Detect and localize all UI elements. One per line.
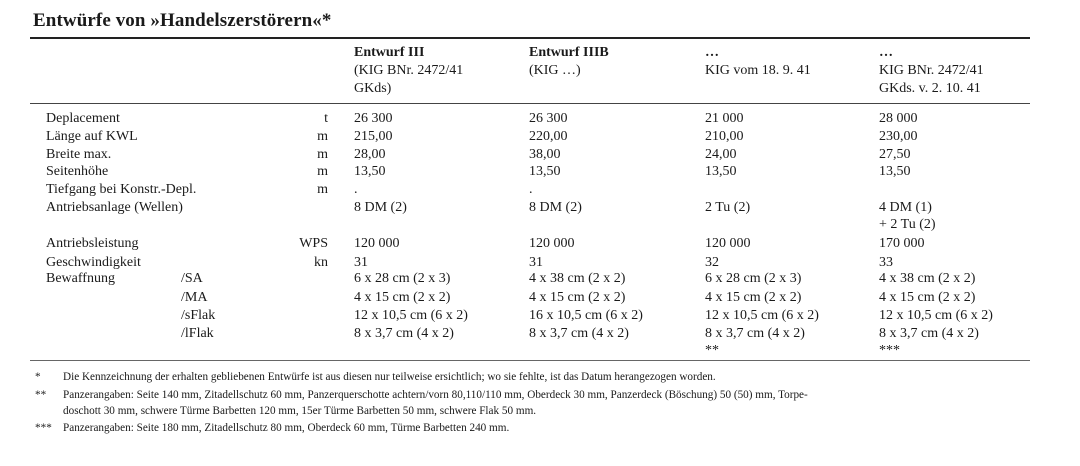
row-label: Seitenhöhe bbox=[46, 164, 109, 179]
column-header-title: Entwurf III bbox=[354, 45, 425, 60]
table-cell: 4 x 15 cm (2 x 2) bbox=[529, 290, 626, 305]
table-cell: 8 DM (2) bbox=[354, 200, 407, 215]
table-cell: 4 x 15 cm (2 x 2) bbox=[354, 290, 451, 305]
table-cell: 215,00 bbox=[354, 129, 393, 144]
table-cell: 32 bbox=[705, 255, 719, 270]
table-cell: + 2 Tu (2) bbox=[879, 217, 936, 232]
column-header-title: Entwurf IIIB bbox=[529, 45, 609, 60]
footnote-text: Panzerangaben: Seite 140 mm, Zitadellschutz 60 mm, Panzerquerschotte achtern/vorn 80,110/110 mm, Oberdeck 30 mm, Panzerdeck (Böschung) 50 (50) mm, Torpe- bbox=[63, 389, 808, 401]
row-label: Länge auf KWL bbox=[46, 129, 138, 144]
footnote-text: Die Kennzeichnung der erhalten gebliebenen Entwürfe ist aus diesen nur teilweise ersichtlich; wo sie fehlte, ist das Datum herangezogen worden. bbox=[63, 371, 716, 383]
table-cell: 120 000 bbox=[354, 236, 400, 251]
table-cell: ** bbox=[705, 343, 719, 358]
row-unit: t bbox=[324, 111, 328, 126]
row-sublabel: /MA bbox=[181, 290, 208, 305]
column-header-title: … bbox=[705, 45, 719, 60]
table-cell: 220,00 bbox=[529, 129, 568, 144]
footnote-mark: ** bbox=[35, 389, 47, 401]
column-header-2 bbox=[529, 44, 609, 80]
table-cell: 230,00 bbox=[879, 129, 918, 144]
table-cell: 8 x 3,7 cm (4 x 2) bbox=[354, 326, 454, 341]
table-cell: *** bbox=[879, 343, 900, 358]
row-sublabel: /lFlak bbox=[181, 326, 214, 341]
row-label: Deplacement bbox=[46, 111, 120, 126]
footnote-text: Panzerangaben: Seite 180 mm, Zitadellschutz 80 mm, Oberdeck 60 mm, Türme Barbetten 240 mm. bbox=[63, 422, 510, 434]
column-header-line: KIG BNr. 2472/41 bbox=[879, 63, 984, 78]
table-cell: 31 bbox=[354, 255, 368, 270]
column-header-3 bbox=[705, 44, 811, 80]
table-cell: 21 000 bbox=[705, 111, 744, 126]
footnote-mark: *** bbox=[35, 422, 52, 434]
table-cell: 8 x 3,7 cm (4 x 2) bbox=[529, 326, 629, 341]
table-cell: 4 DM (1) bbox=[879, 200, 932, 215]
table-cell: 27,50 bbox=[879, 147, 911, 162]
table-cell: 170 000 bbox=[879, 236, 925, 251]
column-header-line: (KIG BNr. 2472/41 bbox=[354, 63, 464, 78]
row-label: Tiefgang bei Konstr.-Depl. bbox=[46, 182, 197, 197]
table-cell: . bbox=[529, 182, 533, 197]
table-cell: 31 bbox=[529, 255, 543, 270]
table-cell: 6 x 28 cm (2 x 3) bbox=[705, 271, 802, 286]
footnote-mark: * bbox=[35, 371, 41, 383]
column-header-1 bbox=[354, 44, 463, 98]
footer-rule bbox=[30, 360, 1030, 361]
table-cell: 12 x 10,5 cm (6 x 2) bbox=[354, 308, 468, 323]
table-cell: 8 x 3,7 cm (4 x 2) bbox=[705, 326, 805, 341]
table-cell: 16 x 10,5 cm (6 x 2) bbox=[529, 308, 643, 323]
table-cell: 6 x 28 cm (2 x 3) bbox=[354, 271, 451, 286]
row-label: Antriebsanlage (Wellen) bbox=[46, 200, 183, 215]
table-cell: 13,50 bbox=[879, 164, 911, 179]
column-header-line: KIG vom 18. 9. 41 bbox=[705, 63, 811, 78]
table-cell: 26 300 bbox=[354, 111, 393, 126]
column-header-line: GKds) bbox=[354, 81, 392, 96]
table-cell: 13,50 bbox=[354, 164, 386, 179]
row-unit: m bbox=[317, 182, 328, 197]
column-header-title: … bbox=[879, 45, 893, 60]
row-label: Geschwindigkeit bbox=[46, 255, 141, 270]
row-unit: WPS bbox=[299, 236, 328, 251]
row-unit: m bbox=[317, 147, 328, 162]
table-cell: . bbox=[354, 182, 358, 197]
table-cell: 12 x 10,5 cm (6 x 2) bbox=[705, 308, 819, 323]
table-cell: 8 x 3,7 cm (4 x 2) bbox=[879, 326, 979, 341]
table-cell: 120 000 bbox=[529, 236, 575, 251]
row-unit: m bbox=[317, 164, 328, 179]
table-cell: 26 300 bbox=[529, 111, 568, 126]
table-cell: 28 000 bbox=[879, 111, 918, 126]
table-cell: 33 bbox=[879, 255, 893, 270]
table-cell: 13,50 bbox=[705, 164, 737, 179]
row-sublabel: /SA bbox=[181, 271, 203, 286]
column-header-line: GKds. v. 2. 10. 41 bbox=[879, 81, 981, 96]
table-cell: 4 x 15 cm (2 x 2) bbox=[705, 290, 802, 305]
row-label: Antriebsleistung bbox=[46, 236, 139, 251]
row-unit: kn bbox=[314, 255, 328, 270]
table-cell: 28,00 bbox=[354, 147, 386, 162]
table-cell: 4 x 38 cm (2 x 2) bbox=[529, 271, 626, 286]
table-cell: 24,00 bbox=[705, 147, 737, 162]
row-label: Breite max. bbox=[46, 147, 112, 162]
row-sublabel: /sFlak bbox=[181, 308, 216, 323]
column-header-line: (KIG …) bbox=[529, 63, 581, 78]
top-rule bbox=[30, 37, 1030, 39]
row-unit: m bbox=[317, 129, 328, 144]
row-label: Bewaffnung bbox=[46, 271, 115, 286]
table-cell: 2 Tu (2) bbox=[705, 200, 751, 215]
table-cell: 38,00 bbox=[529, 147, 561, 162]
table-cell: 4 x 15 cm (2 x 2) bbox=[879, 290, 976, 305]
table-cell: 12 x 10,5 cm (6 x 2) bbox=[879, 308, 993, 323]
table-cell: 210,00 bbox=[705, 129, 744, 144]
table-cell: 120 000 bbox=[705, 236, 751, 251]
header-rule bbox=[30, 103, 1030, 104]
table-cell: 13,50 bbox=[529, 164, 561, 179]
column-header-4 bbox=[879, 44, 984, 98]
footnote-text: doschott 30 mm, schwere Türme Barbetten 120 mm, 15er Türme Barbetten 50 mm, schwere Flak 50 mm. bbox=[63, 405, 537, 417]
table-title: Entwürfe von »Handelszerstörern«* bbox=[33, 10, 332, 31]
table-cell: 4 x 38 cm (2 x 2) bbox=[879, 271, 976, 286]
table-cell: 8 DM (2) bbox=[529, 200, 582, 215]
